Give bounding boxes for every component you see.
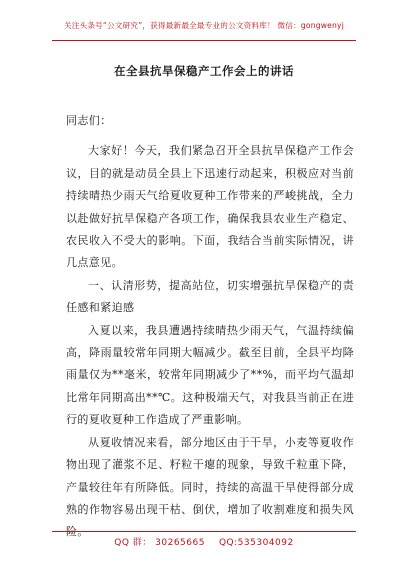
paragraph-intro: 大家好！今天，我们紧急召开全县抗旱保稳产工作会议，目的就是动员全县上下迅速行动起来，积极应对当前持续晴热少雨天气给夏收夏种工作带来的严峻挑战，全力以赴做好抗旱保稳产各项工作，确保我县农业生产稳定、农民收入不受大的影响。下面，我结合当前实际情况，讲几点意见。: [66, 144, 354, 270]
salutation: 同志们：: [66, 114, 112, 127]
footer-qq-group: QQ 群： 30265665: [114, 538, 205, 548]
header-promo-text: 关注头条号“公文研究”，获得最新最全最专业的公文资料库！ 微信：gongwenyj: [63, 21, 345, 30]
header-divider: [52, 40, 356, 41]
footer-contact: [0, 535, 408, 548]
footer-qq-number: QQ:535304092: [218, 538, 294, 548]
paragraph-weather: 入夏以来，我县遭遇持续晴热少雨天气，气温持续偏高，降雨量较常年同期大幅减少。截至目前，全县平均降雨量仅为**毫米，较常年同期减少了**%，而平均气温却比常年同期高出**℃。这种极端天气，对我县当前正在进行的夏收夏种工作造成了严重影响。: [66, 323, 354, 427]
paragraph-harvest: 从夏收情况来看，部分地区由于干旱，小麦等夏收作物出现了灌浆不足、籽粒干瘪的现象，导致千粒重下降，产量较往年有所降低。同时，持续的高温干旱使得部分成熟的作物容易出现干枯、倒伏，增加了收割难度和损失风险。: [66, 435, 354, 539]
document-body: [66, 110, 354, 544]
footer-divider: [52, 531, 356, 532]
document-title: 在全县抗旱保稳产工作会上的讲话: [114, 64, 294, 78]
section-heading-1: 一、认清形势，提高站位，切实增强抗旱保稳产的责任感和紧迫感: [66, 278, 354, 315]
